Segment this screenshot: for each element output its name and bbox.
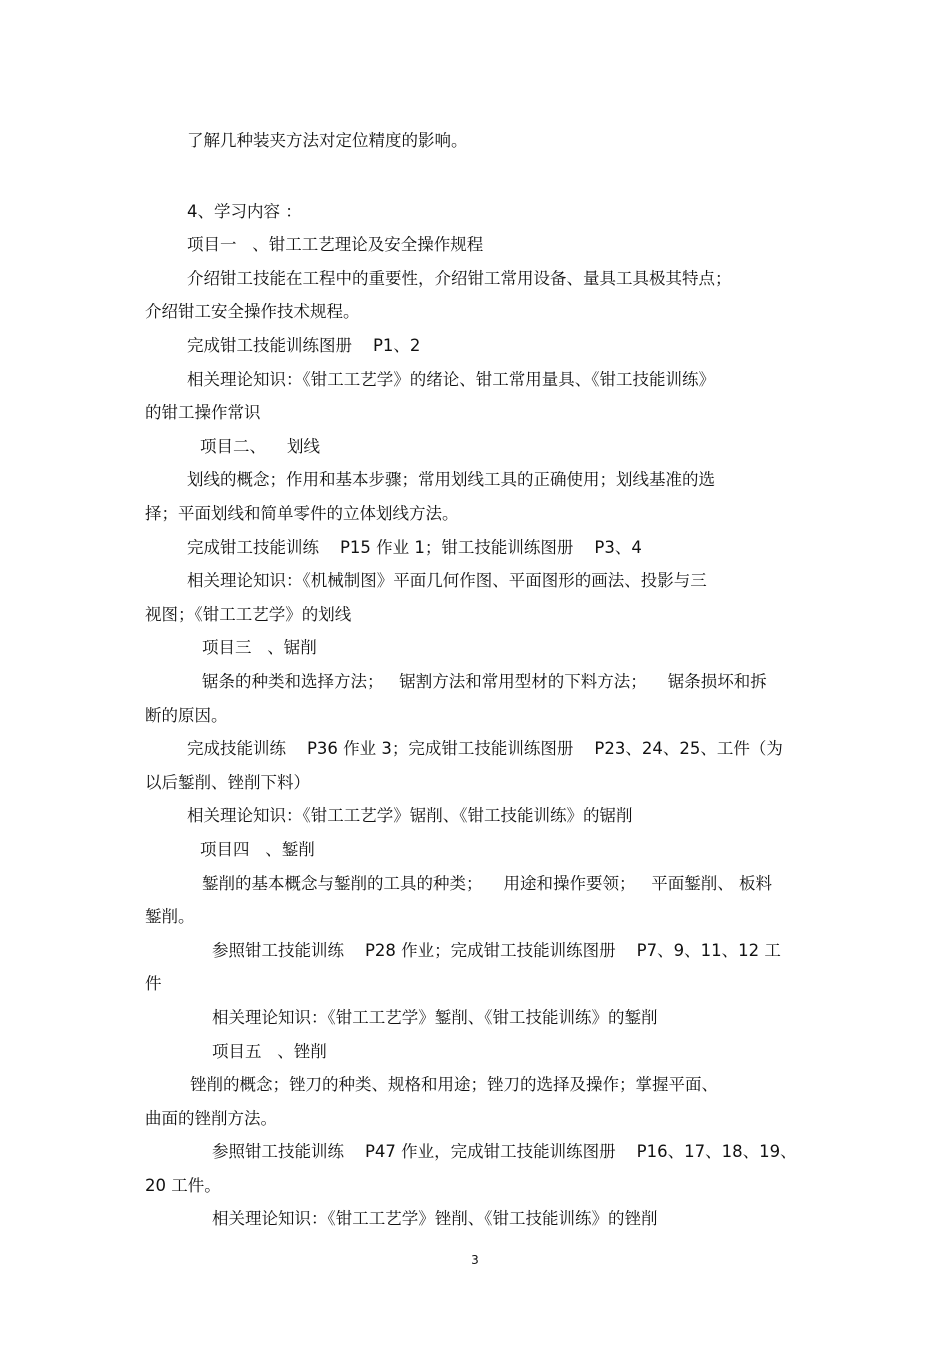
text-line: 断的原因。 — [145, 706, 228, 725]
text-line: 的钳工操作常识 — [145, 403, 261, 422]
text-line: 项目三 、锯削 — [202, 638, 317, 657]
page-number: 3 — [471, 1253, 479, 1267]
text-line: 完成钳工技能训练图册 P1、2 — [187, 336, 421, 355]
text-line: 参照钳工技能训练 P47 作业，完成钳工技能训练图册 P16、17、18、19、 — [212, 1142, 797, 1161]
text-line: 以后錾削、锉削下料） — [145, 773, 310, 792]
text-line: 锯条的种类和选择方法； 锯割方法和常用型材的下料方法； 锯条损坏和拆 — [202, 672, 767, 691]
text-line: 錾削。 — [145, 907, 195, 926]
text-line: 曲面的锉削方法。 — [145, 1109, 277, 1128]
text-line: 件 — [145, 974, 162, 993]
text-line: 相关理论知识：《机械制图》平面几何作图、平面图形的画法、投影与三 — [187, 571, 707, 590]
text-line: 相关理论知识：《钳工工艺学》锯削、《钳工技能训练》的锯削 — [187, 806, 633, 825]
text-line: 相关理论知识：《钳工工艺学》锉削、《钳工技能训练》的锉削 — [212, 1209, 658, 1228]
text-line: 錾削的基本概念与錾削的工具的种类； 用途和操作要领； 平面錾削、 板料 — [202, 874, 772, 893]
text-line: 项目一 、钳工工艺理论及安全操作规程 — [187, 235, 484, 254]
text-line: 完成钳工技能训练 P15 作业 1；钳工技能训练图册 P3、4 — [187, 538, 642, 557]
text-line: 完成技能训练 P36 作业 3；完成钳工技能训练图册 P23、24、25、工件（为 — [187, 739, 783, 758]
text-line: 视图；《钳工工艺学》的划线 — [145, 605, 352, 624]
text-line: 20 工件。 — [145, 1176, 221, 1195]
text-line: 项目五 、锉削 — [212, 1042, 327, 1061]
text-line: 项目二、 划线 — [200, 437, 320, 456]
text-line: 划线的概念；作用和基本步骤；常用划线工具的正确使用；划线基准的选 — [187, 470, 715, 489]
text-line: 锉削的概念；锉刀的种类、规格和用途；锉刀的选择及操作；掌握平面、 — [190, 1075, 718, 1094]
text-line: 了解几种装夹方法对定位精度的影响。 — [187, 131, 468, 150]
text-line: 相关理论知识：《钳工工艺学》的绪论、钳工常用量具、《钳工技能训练》 — [187, 370, 715, 389]
text-line: 项目四 、錾削 — [200, 840, 315, 859]
text-line: 相关理论知识：《钳工工艺学》錾削、《钳工技能训练》的錾削 — [212, 1008, 658, 1027]
text-line: 4、学习内容 ： — [187, 202, 302, 221]
text-line: 参照钳工技能训练 P28 作业；完成钳工技能训练图册 P7、9、11、12 工 — [212, 941, 781, 960]
text-line: 介绍钳工安全操作技术规程。 — [145, 302, 360, 321]
text-line: 择；平面划线和简单零件的立体划线方法。 — [145, 504, 459, 523]
text-line: 介绍钳工技能在工程中的重要性，介绍钳工常用设备、量具工具极其特点； — [187, 269, 732, 288]
